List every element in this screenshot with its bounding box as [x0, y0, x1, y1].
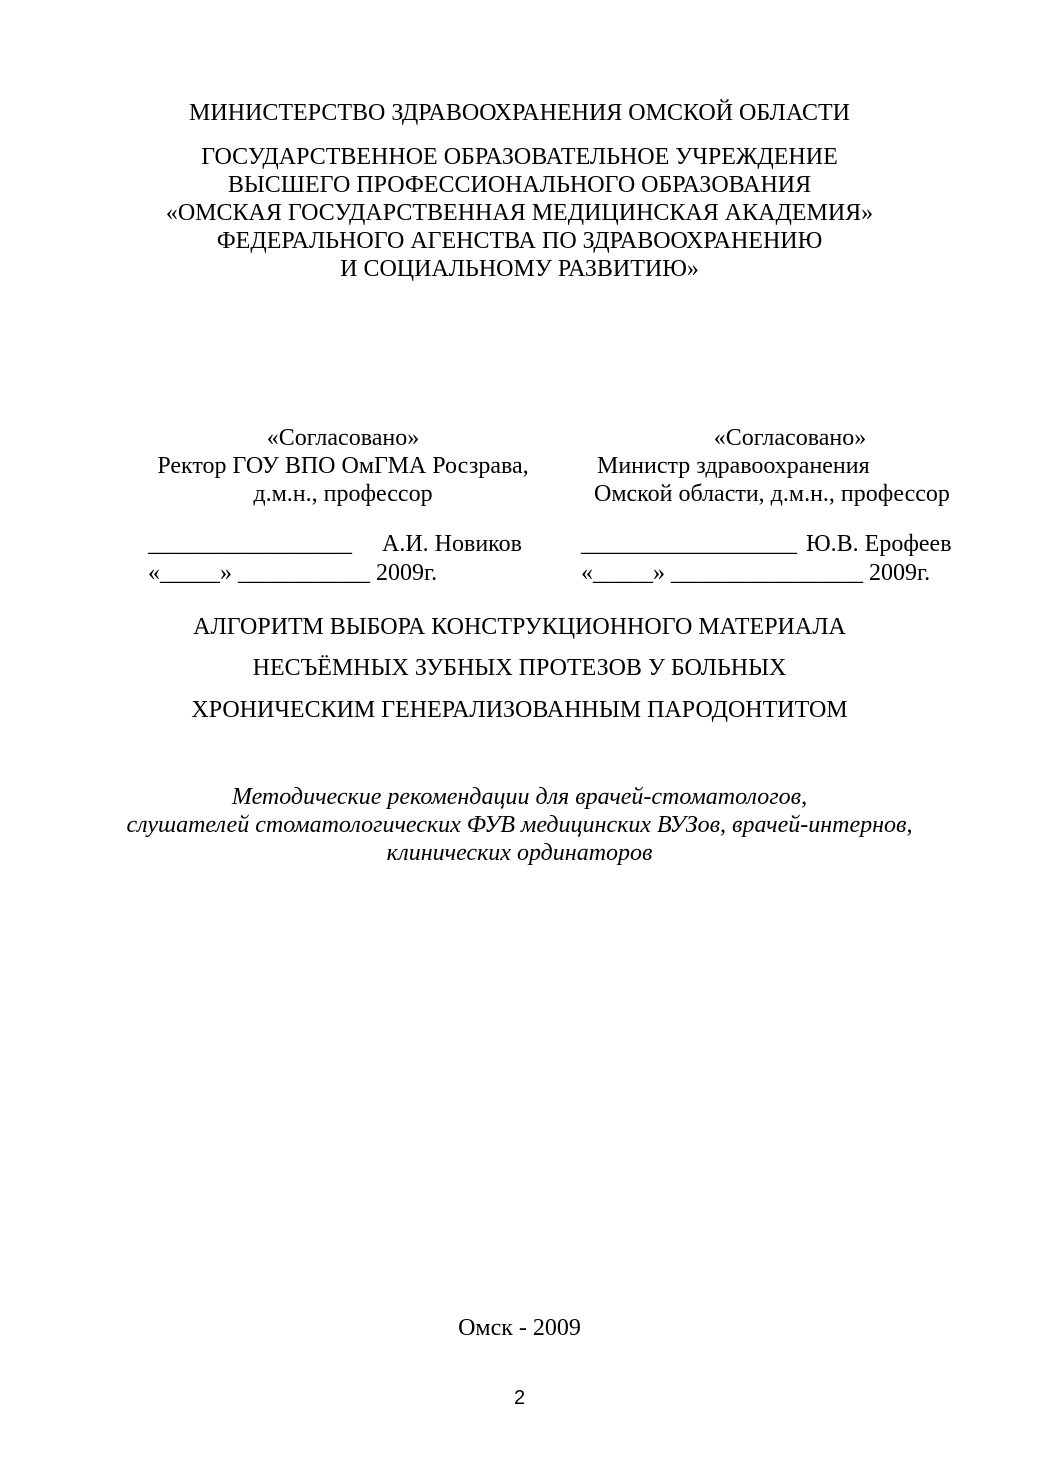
approval-right-heading: «Согласовано»: [713, 425, 867, 451]
approval-left-signature-line: _________________: [148, 531, 352, 557]
approval-left-heading: «Согласовано»: [266, 425, 420, 451]
subtitle-line-2: слушателей стоматологических ФУВ медицинских ВУЗов, врачей-интернов,: [126, 812, 913, 838]
institution-line-5: И СОЦИАЛЬНОМУ РАЗВИТИЮ»: [340, 256, 699, 282]
approval-right-position-2: Омской области, д.м.н., профессор: [594, 481, 950, 507]
approval-left-date-line: «_____» ___________ 2009г.: [148, 560, 438, 586]
subtitle-line-3: клинических ординаторов: [386, 840, 653, 866]
institution-line-3: «ОМСКАЯ ГОСУДАРСТВЕННАЯ МЕДИЦИНСКАЯ АКАДЕМИЯ»: [165, 200, 874, 226]
approval-right-name: Ю.В. Ерофеев: [806, 531, 952, 557]
approval-right-date-line: «_____» ________________ 2009г.: [581, 560, 931, 586]
document-title-line-3: ХРОНИЧЕСКИМ ГЕНЕРАЛИЗОВАННЫМ ПАРОДОНТИТОМ: [191, 697, 848, 723]
place-year: Омск - 2009: [458, 1315, 581, 1341]
ministry-heading: МИНИСТЕРСТВО ЗДРАВООХРАНЕНИЯ ОМСКОЙ ОБЛАСТИ: [189, 100, 850, 126]
institution-line-4: ФЕДЕРАЛЬНОГО АГЕНСТВА ПО ЗДРАВООХРАНЕНИЮ: [216, 228, 823, 254]
approval-left-name: А.И. Новиков: [382, 531, 522, 557]
approval-right-signature-line: __________________: [581, 531, 797, 557]
institution-line-1: ГОСУДАРСТВЕННОЕ ОБРАЗОВАТЕЛЬНОЕ УЧРЕЖДЕНИЕ: [201, 144, 838, 170]
approval-left-position-1: Ректор ГОУ ВПО ОмГМА Росзрава,: [157, 453, 529, 479]
approval-right-position-1: Министр здравоохранения: [597, 453, 870, 479]
page-number: 2: [513, 1387, 526, 1409]
approval-left-position-2: д.м.н., профессор: [253, 481, 433, 507]
document-title-line-2: НЕСЪЁМНЫХ ЗУБНЫХ ПРОТЕЗОВ У БОЛЬНЫХ: [252, 655, 787, 681]
document-title-line-1: АЛГОРИТМ ВЫБОРА КОНСТРУКЦИОННОГО МАТЕРИАЛА: [193, 614, 846, 640]
subtitle-line-1: Методические рекомендации для врачей-стоматологов,: [231, 784, 808, 810]
institution-line-2: ВЫСШЕГО ПРОФЕССИОНАЛЬНОГО ОБРАЗОВАНИЯ: [227, 172, 812, 198]
